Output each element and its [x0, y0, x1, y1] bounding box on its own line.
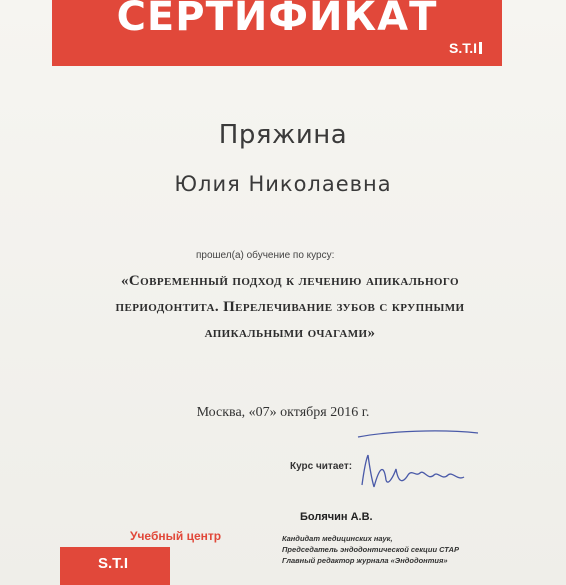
sti-logo-header — [449, 40, 482, 56]
recipient-given-names: Юлия Николаевна — [174, 172, 392, 196]
credential-line: Главный редактор журнала «Эндодонтия» — [282, 556, 448, 565]
sti-logo-footer-text: S.T.I — [98, 555, 129, 572]
credential-line: Кандидат медицинских наук, — [282, 534, 393, 543]
issue-place-date: Москва, «07» октября 2016 г. — [196, 405, 370, 420]
course-title-line: апикальными очагами» — [204, 325, 376, 341]
logo-bar-icon — [479, 42, 482, 54]
sti-logo-footer — [60, 547, 170, 585]
lecturer-name: Болячин А.В. — [300, 511, 373, 523]
sti-logo-header-text: S.T.I — [448, 40, 477, 56]
course-title-line: «Современный подход к лечению апикального — [121, 273, 459, 289]
course-title-line: периодонтита. Перелечивание зубов с крупными — [115, 299, 465, 315]
course-title — [40, 268, 540, 346]
certificate-banner — [52, 0, 502, 66]
recipient-surname: Пряжина — [218, 120, 348, 150]
lecturer-credentials — [282, 533, 459, 566]
lecturer-signature — [350, 425, 480, 500]
course-intro: прошел(а) обучение по курсу: — [196, 250, 335, 261]
credential-line: Председатель эндодонтической секции СТАР — [282, 545, 459, 554]
certificate-title: СЕРТИФИКАТ — [116, 0, 438, 40]
lecturer-label: Курс читает: — [290, 461, 353, 472]
education-center-label: Учебный центр — [130, 529, 222, 543]
